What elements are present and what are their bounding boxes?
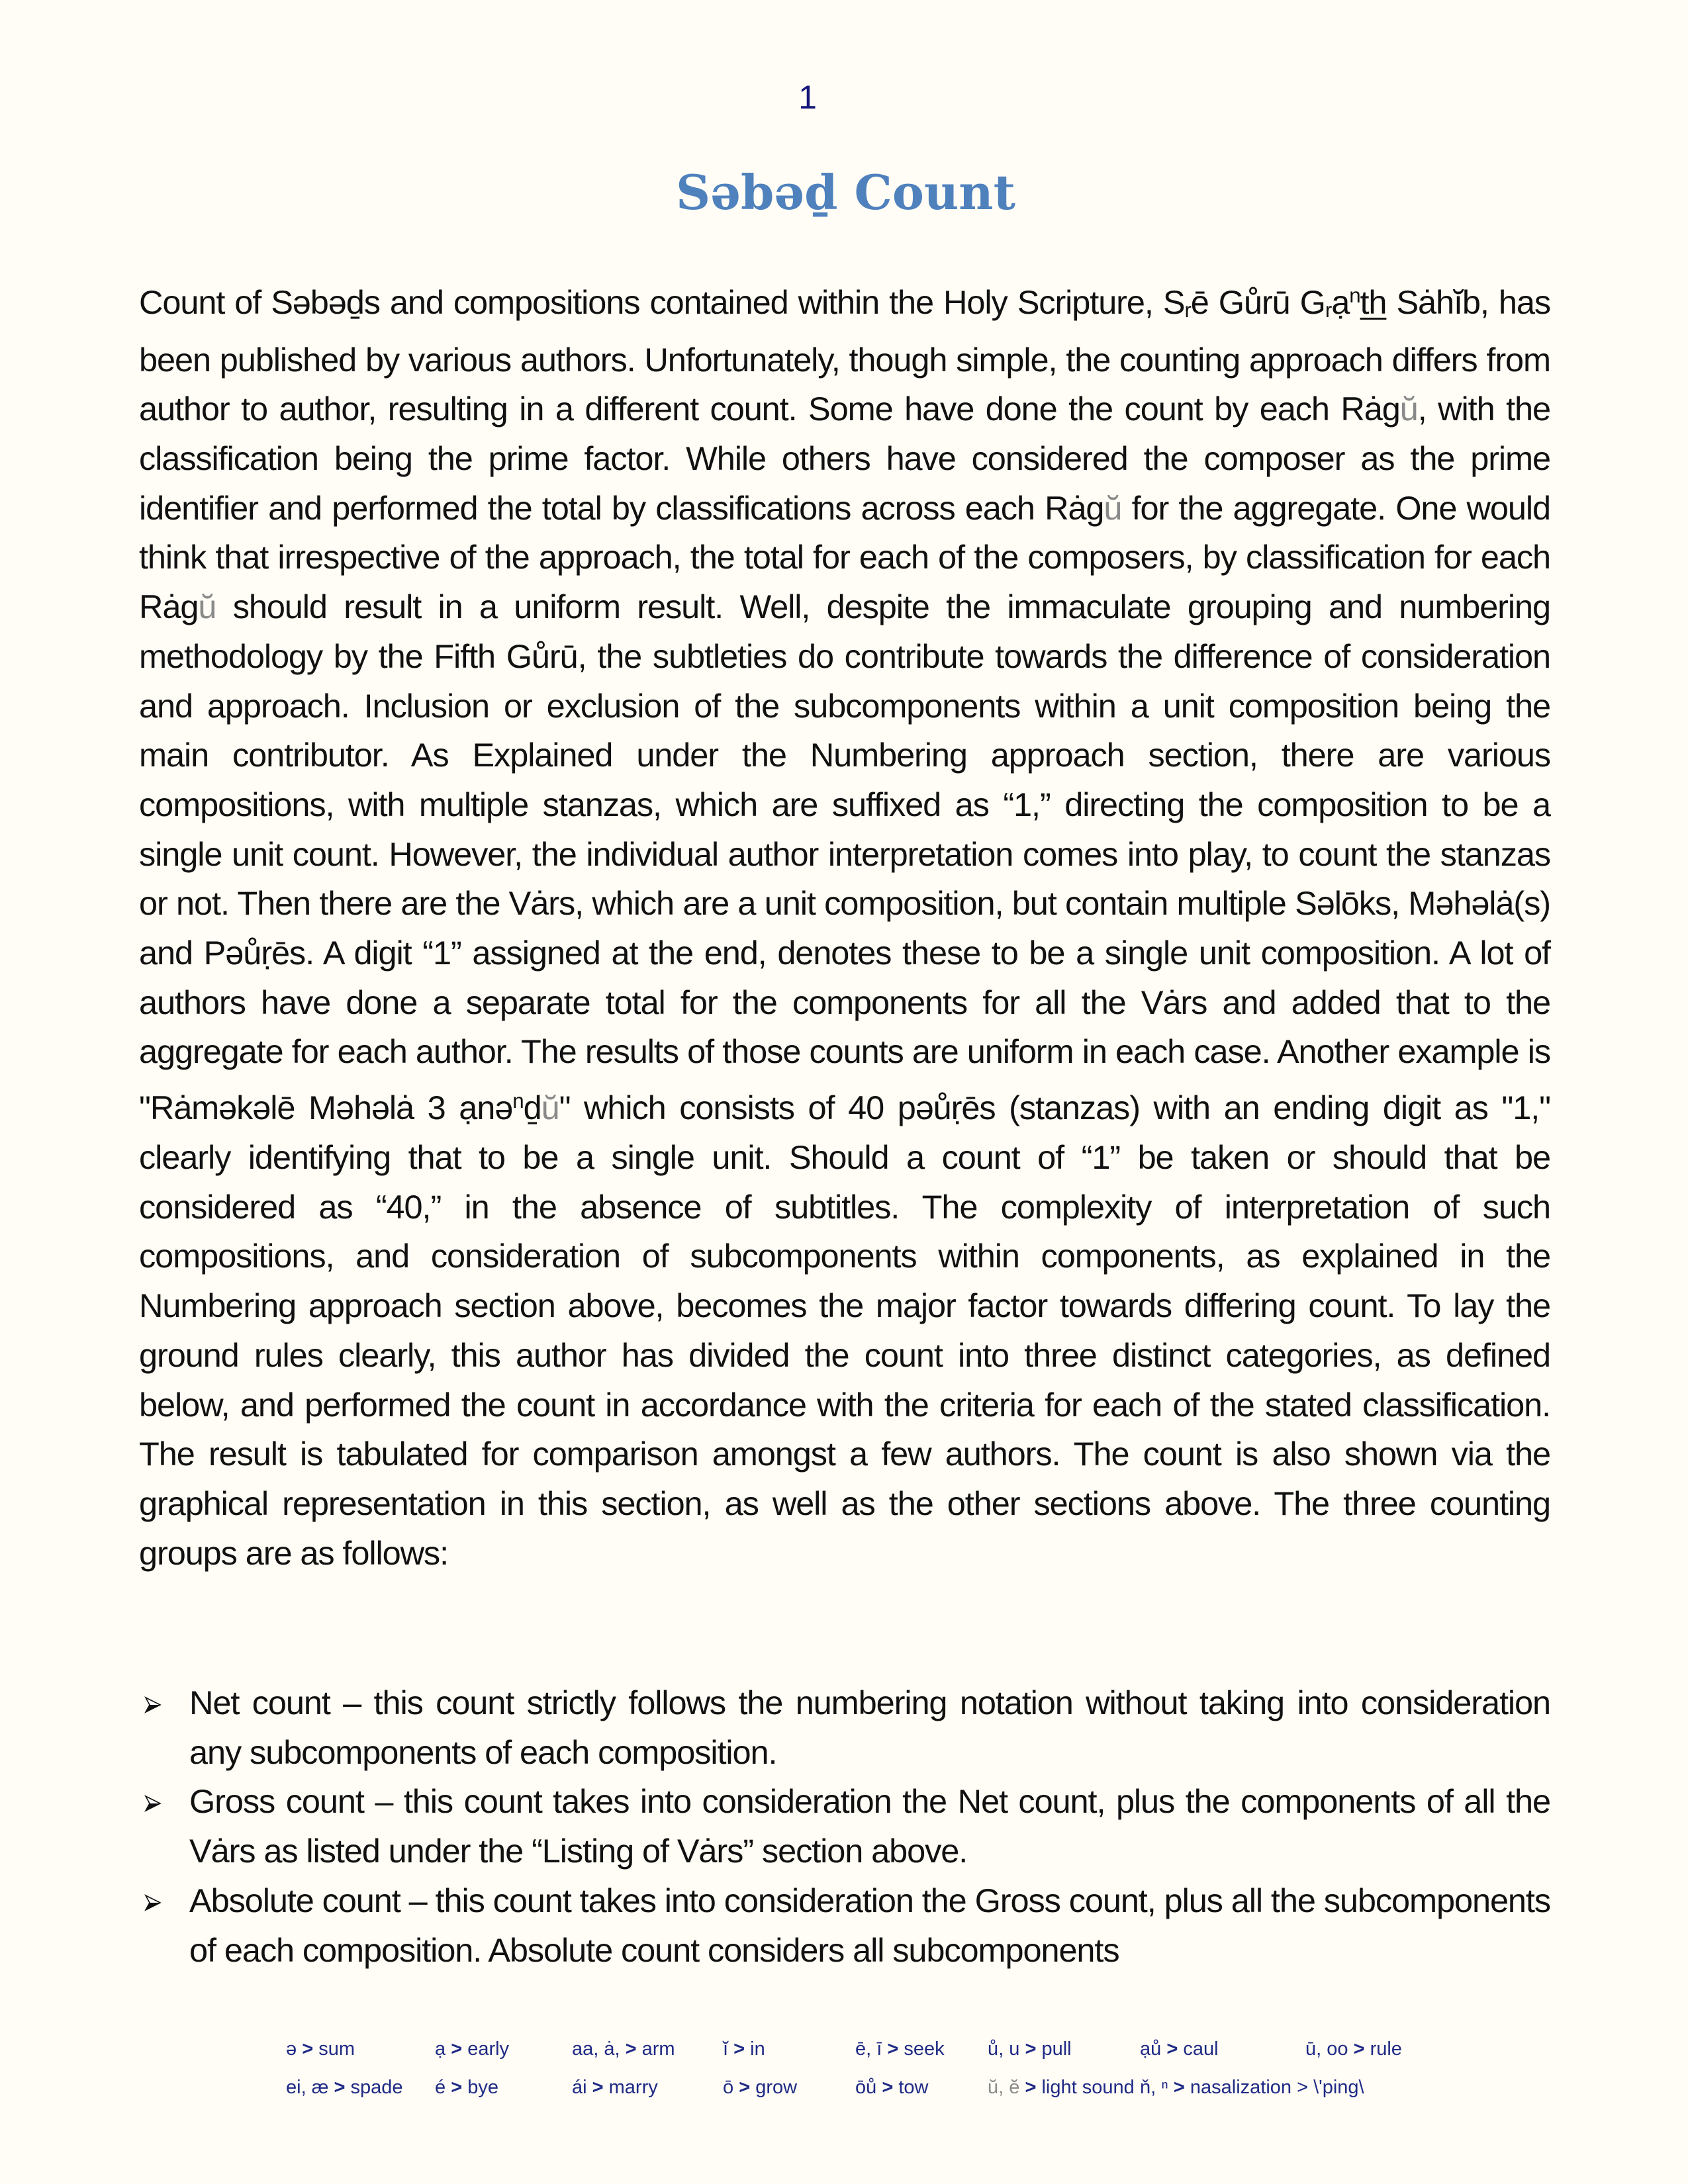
legend-meaning: sum [318, 2038, 355, 2060]
legend-meaning: early [467, 2038, 510, 2060]
legend-entry [855, 2038, 945, 2060]
text-segment: ŭ [1399, 390, 1418, 428]
legend-symbol: ə [286, 2038, 297, 2060]
text-segment: ŭ [541, 1089, 559, 1127]
text-segment: ạ [1331, 283, 1350, 322]
legend-meaning: grow [755, 2077, 798, 2098]
legend-entry [572, 2077, 658, 2099]
legend-separator: > [302, 2038, 319, 2060]
legend-symbol: ĭ [723, 2038, 729, 2060]
legend-separator: > [625, 2038, 642, 2060]
legend-meaning: nasalization > \'ping\ [1190, 2077, 1364, 2098]
text-segment: th [1360, 283, 1387, 322]
text-segment: n [512, 1089, 524, 1113]
legend-symbol: aa, ȧ, [572, 2038, 620, 2060]
list-item-text: Absolute count – this count takes into consideration the Gross count, plus all the subcomponents of each composition. Absolute count considers all subcomponents [189, 1881, 1550, 1969]
legend-symbol: ů, u [988, 2038, 1020, 2060]
legend-entry [286, 2077, 403, 2099]
legend-meaning: caul [1183, 2038, 1219, 2060]
legend-entry [723, 2077, 797, 2099]
legend-symbol: ū, oo [1305, 2038, 1348, 2060]
list-item [139, 1777, 1550, 1876]
list-item-text: Net count – this count strictly follows the numbering notation without taking into consideration any subcomponents of each composition. [189, 1684, 1550, 1771]
legend-entry [988, 2077, 1135, 2099]
legend-entry [988, 2038, 1072, 2060]
text-segment: " which consists of 40 pəůṛēs (stanzas) with an ending digit as "1," clearly identifying that to be a single unit. Should a count of “1” be taken or should that be considered as “40,” in the absence of subtitles. The complexity of interpretation of such compositions, and consideration of subcomponents within components, as explained in the Numbering approach section above, becomes the major factor towards differing count. To lay the ground rules clearly, this author has divided the count into three distinct categories, as defined below, and performed the count in accordance with the criteria for each of the stated classification. The result is tabulated for comparison amongst a few authors. The count is also shown via the graphical representation in this section, as well as the other sections above. The three counting groups are as follows: [139, 1089, 1551, 1572]
body-paragraph [139, 271, 1550, 1578]
legend-separator: > [1353, 2038, 1370, 2060]
legend-meaning: bye [467, 2077, 498, 2098]
legend-entry [1305, 2038, 1402, 2060]
legend-separator: > [451, 2077, 468, 2098]
legend-separator: > [592, 2077, 609, 2098]
text-segment: ē Gůrū G [1190, 283, 1325, 322]
legend-symbol: ōů [855, 2077, 877, 2098]
legend-entry [1140, 2038, 1219, 2060]
legend-symbol: ŭ, ĕ [988, 2077, 1020, 2098]
legend-separator: > [733, 2038, 751, 2060]
legend-entry [572, 2038, 675, 2060]
legend-entry [435, 2038, 509, 2060]
legend-meaning: arm [641, 2038, 675, 2060]
arrowhead-bullet-icon [144, 1795, 162, 1812]
pronunciation-legend [286, 2038, 1477, 2115]
legend-separator: > [887, 2038, 904, 2060]
text-segment: ḏ [523, 1089, 541, 1127]
legend-meaning: in [750, 2038, 765, 2060]
text-segment: ŭ [1103, 488, 1122, 527]
page-number: 1 [798, 79, 817, 116]
text-segment: ŭ [198, 588, 216, 626]
legend-entry [435, 2077, 498, 2099]
arrowhead-bullet-icon [144, 1894, 162, 1911]
legend-meaning: light sound [1041, 2077, 1135, 2098]
legend-symbol: ạ [435, 2038, 446, 2060]
legend-meaning: pull [1041, 2038, 1072, 2060]
legend-row [286, 2077, 1477, 2115]
legend-symbol: ē, ī [855, 2038, 882, 2060]
legend-meaning: seek [904, 2038, 945, 2060]
legend-meaning: marry [608, 2077, 658, 2098]
legend-entry [723, 2038, 765, 2060]
list-item-text: Gross count – this count takes into consideration the Net count, plus the components of all the Vȧrs as listed under the “Listing of Vȧrs” section above. [189, 1782, 1550, 1870]
legend-separator: > [451, 2038, 468, 2060]
text-segment: r [1325, 298, 1332, 322]
text-segment: for the aggregate. One would think that irrespective of the approach, the total for each of the composers, by classification for each Rȧg [139, 488, 1550, 626]
legend-symbol: ei, æ [286, 2077, 329, 2098]
legend-symbol: ạů [1140, 2038, 1162, 2060]
text-segment: should result in a uniform result. Well, despite the immaculate grouping and numbering methodology by the Fifth Gůrū, the subtleties do contribute towards the difference of consideration and approach. Inclusion or exclusion of the subcomponents within a unit composition being the main contributor. As Explained under the Numbering approach section, there are various compositions, with multiple stanzas, which are suffixed as “1,” directing the composition to be a single unit count. However, the individual author interpretation comes into play, to count the stanzas or not. Then there are the Vȧrs, which are a unit composition, but contain multiple Səlōks, Məhəlȧ(s) and Pəůṛēs. A digit “1” assigned at the end, denotes these to be a single unit composition. A lot of authors have done a separate total for the components for all the Vȧrs and added that to the aggregate for each author. The results of those counts are uniform in each case. Another example is "Rȧməkəlē Məhəlȧ 3 ạnə [139, 588, 1550, 1127]
legend-separator: > [882, 2077, 899, 2098]
legend-separator: > [1166, 2038, 1184, 2060]
legend-symbol: ō [723, 2077, 734, 2098]
legend-meaning: spade [350, 2077, 403, 2098]
text-segment: Count of Səbəḏs and compositions contained within the Holy Scripture, S [139, 283, 1185, 322]
legend-symbol: ň, ⁿ [1140, 2077, 1168, 2098]
list-item [139, 1876, 1550, 1975]
list-item [139, 1678, 1550, 1777]
legend-separator: > [1173, 2077, 1190, 2098]
text-segment: , with the classification being the prime factor. While others have considered the composer as the prime identifier and performed the total by classifications across each Rȧg [139, 390, 1550, 527]
legend-entry [1140, 2077, 1364, 2099]
page-title: Səbəḏ Count [676, 164, 1015, 220]
text-segment: Sȧhĭb, has been published by various authors. Unfortunately, though simple, the counting approach differs from author to author, resulting in a different count. Some have done the count by each Rȧg [139, 283, 1550, 428]
legend-symbol: ái [572, 2077, 587, 2098]
arrowhead-bullet-icon [144, 1696, 162, 1713]
legend-separator: > [1025, 2038, 1042, 2060]
legend-row [286, 2038, 1477, 2077]
legend-symbol: é [435, 2077, 446, 2098]
legend-meaning: rule [1370, 2038, 1402, 2060]
legend-entry [286, 2038, 355, 2060]
legend-entry [855, 2077, 928, 2099]
legend-separator: > [739, 2077, 756, 2098]
text-segment: n [1349, 284, 1360, 307]
counting-groups-list [139, 1678, 1550, 1975]
legend-separator: > [334, 2077, 351, 2098]
text-segment: r [1184, 298, 1191, 322]
legend-separator: > [1025, 2077, 1042, 2098]
legend-meaning: tow [898, 2077, 929, 2098]
